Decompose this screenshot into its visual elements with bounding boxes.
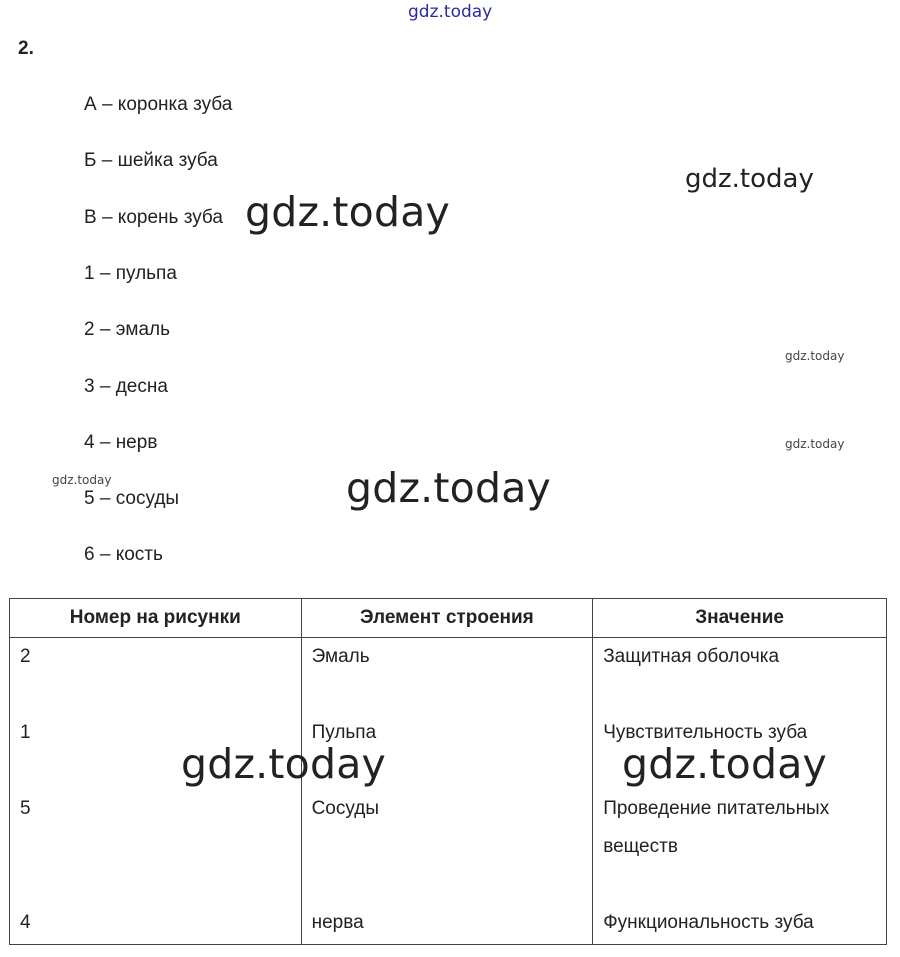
legend-item: А – коронка зуба [84, 94, 233, 115]
watermark: gdz.today [245, 188, 450, 236]
legend-item: 3 – десна [84, 376, 168, 397]
legend-item: 2 – эмаль [84, 319, 171, 340]
table-cell: Чувствительность зуба [593, 714, 887, 790]
legend-item: 6 – кость [84, 544, 163, 565]
table-cell: Эмаль [301, 638, 593, 715]
table-cell: Пульпа [301, 714, 593, 790]
table-cell: нерва [301, 904, 593, 945]
legend-item: В – корень зуба [84, 207, 223, 228]
table-cell: Функциональность зуба [593, 904, 887, 945]
watermark-top: gdz.today [408, 2, 493, 22]
watermark: gdz.today [685, 164, 814, 194]
table-cell: Проведение питательных веществ [593, 790, 887, 904]
legend-item: 4 – нерв [84, 432, 158, 453]
watermark: gdz.today [622, 740, 827, 788]
table-row [10, 638, 887, 715]
table-header-row [10, 599, 887, 638]
legend-item: 5 – сосуды [84, 488, 180, 509]
watermark: gdz.today [785, 349, 845, 363]
table-row [10, 904, 887, 945]
table-header-cell: Номер на рисунки [10, 599, 302, 638]
watermark: gdz.today [785, 437, 845, 451]
legend-item: 1 – пульпа [84, 263, 177, 284]
watermark: gdz.today [346, 464, 551, 512]
task-number: 2. [18, 38, 34, 59]
table-cell: 5 [10, 790, 302, 904]
watermark: gdz.today [181, 740, 386, 788]
table-cell: Защитная оболочка [593, 638, 887, 715]
table-cell: 1 [10, 714, 302, 790]
table-cell: Сосуды [301, 790, 593, 904]
table-cell: 4 [10, 904, 302, 945]
table-row [10, 790, 887, 904]
table-header-cell: Значение [593, 599, 887, 638]
table-cell: 2 [10, 638, 302, 715]
watermark: gdz.today [52, 473, 112, 487]
table-header-cell: Элемент строения [301, 599, 593, 638]
legend-item: Б – шейка зуба [84, 150, 218, 171]
